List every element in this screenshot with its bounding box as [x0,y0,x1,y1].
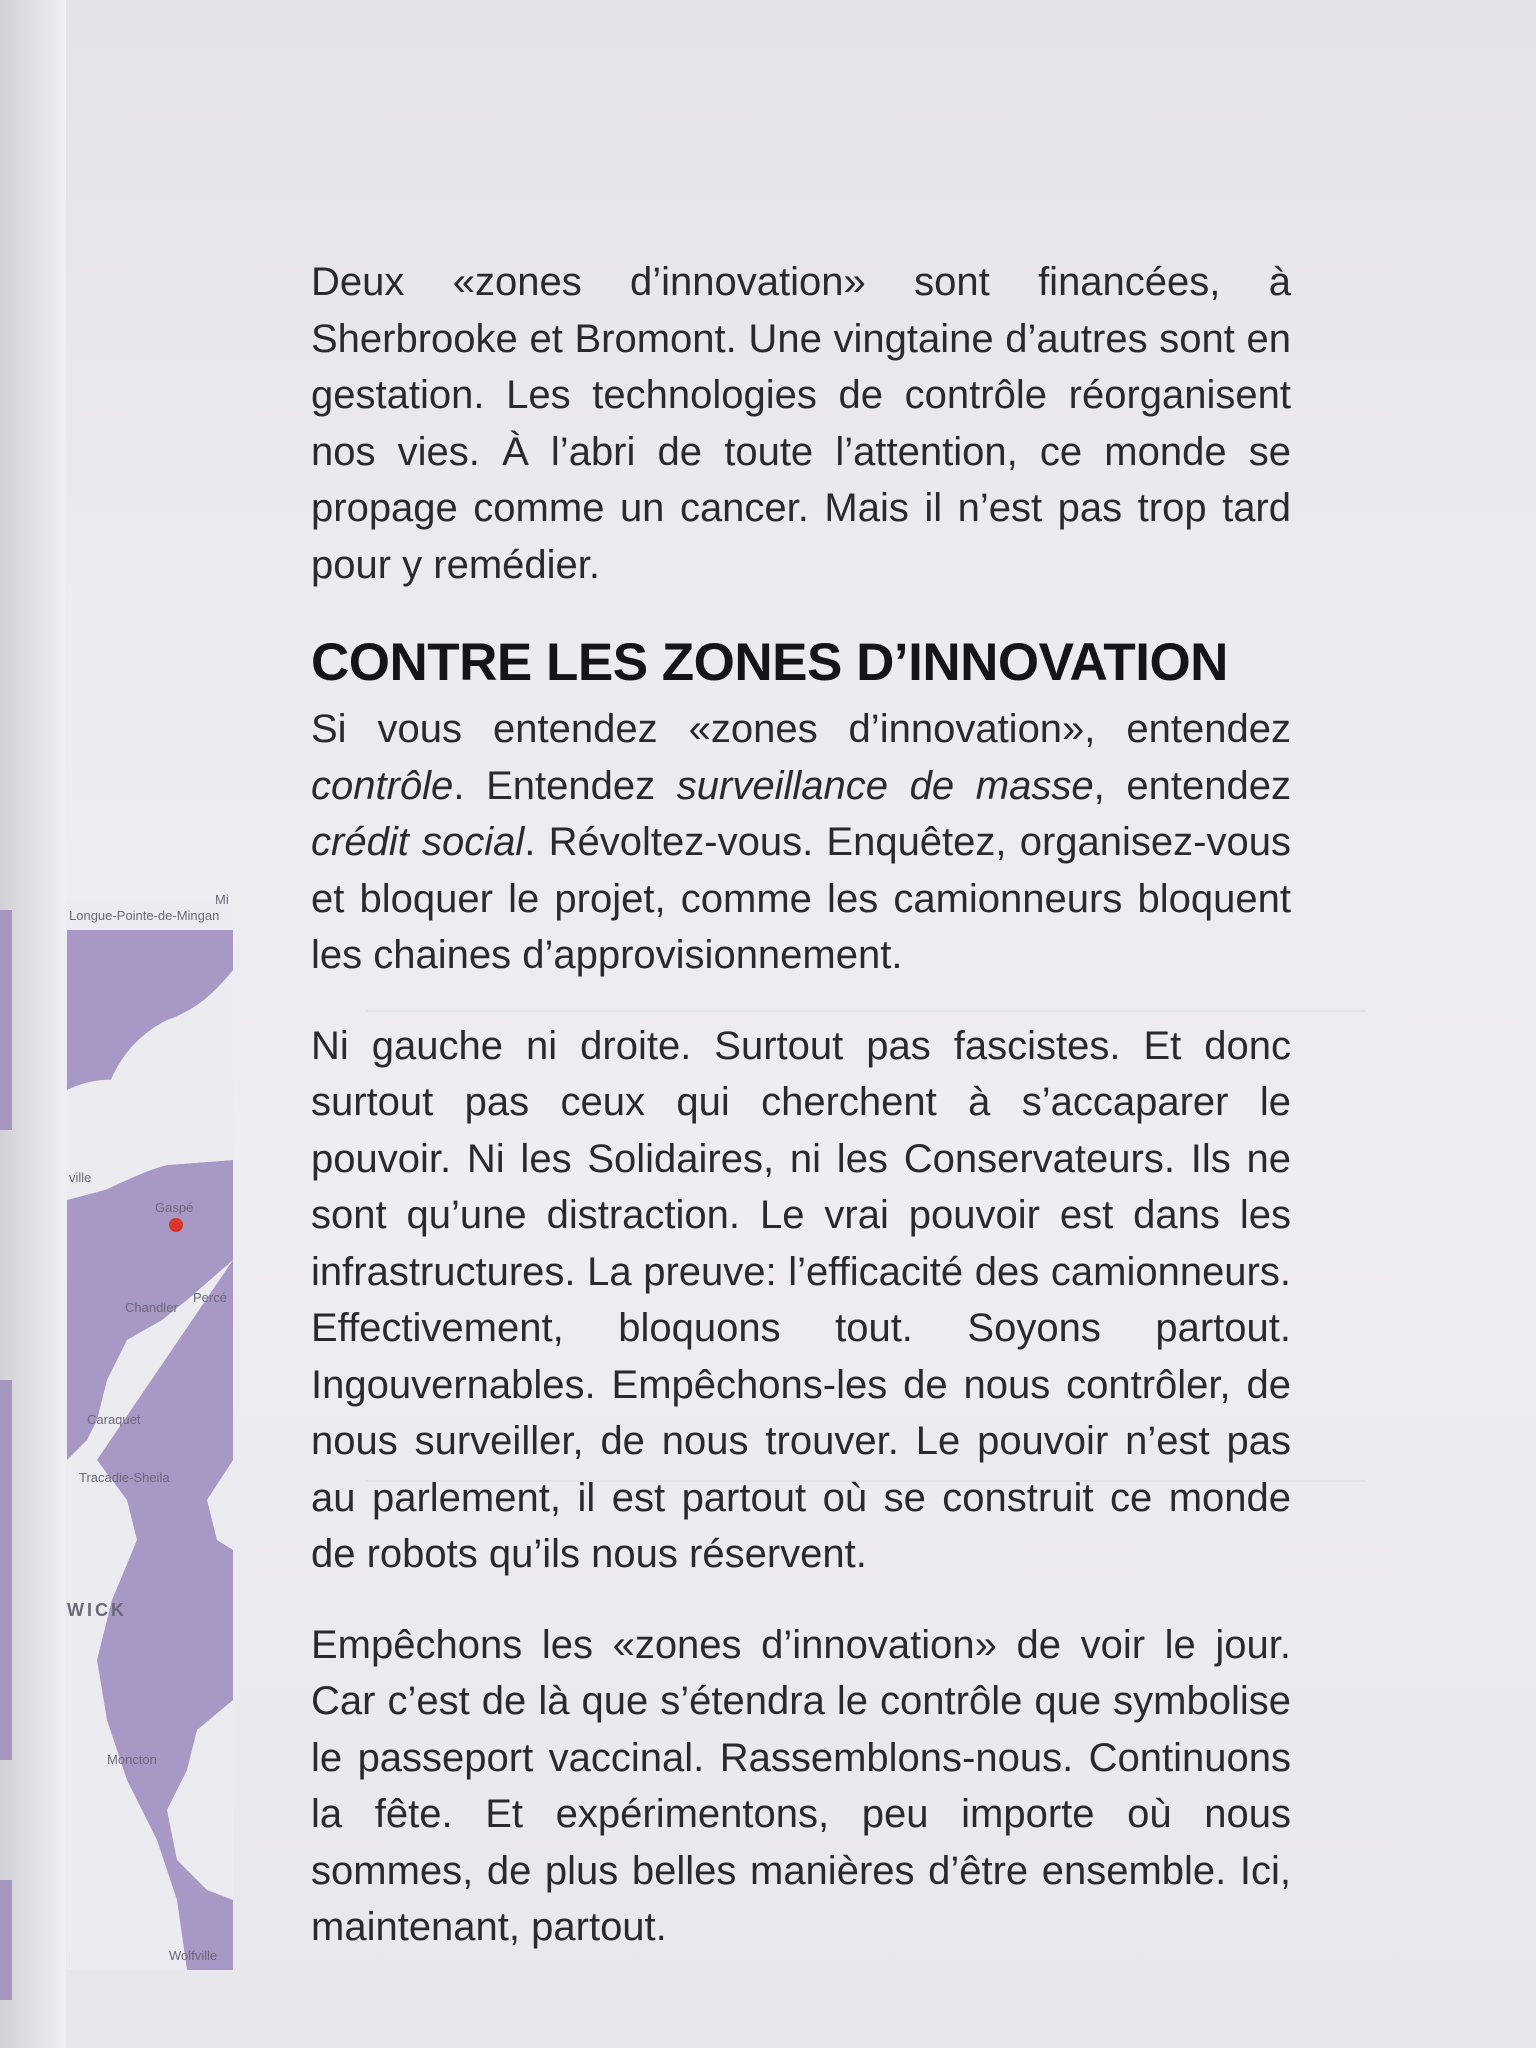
map-label-tracadie: Tracadie-Sheila [79,1470,170,1485]
map-label-gaspe: Gaspé [155,1200,194,1215]
paragraph-2: Ni gauche ni droite. Surtout pas fascistes. Et donc surtout pas ceux qui cherchent à s’accaparer le pouvoir. Ni les Solidaires, ni les Conservateurs. Ils ne sont qu’une distraction. Le vrai pouvoir est dans les infrastructures. La preuve: l’efficacité des camionneurs. Effectivement, bloquons tout. Soyons partout. Ingouvernables. Empêchons-les de nous contrôler, de nous surveiller, de nous trouver. Le pouvoir n’est pas au parlement, il est partout où se construit ce monde de robots qu’ils nous réservent. [311,1023,1291,1576]
paragraph-1-emphasis-surveillance: surveillance de masse [676,763,1094,808]
intro-paragraph: Deux «zones d’innovation» sont financées, à Sherbrooke et Bromont. Une vingtaine d’autres sont en gestation. Les technologies de contrôle réorganisent nos vies. À l’abri de toute l’attention, ce monde se propage comme un cancer. Mais il n’est pas trop tard pour y remédier. [311,260,1291,587]
paragraph-1-text: , entendez [1093,763,1291,808]
map-location-marker [169,1218,183,1232]
map-label-chandler: Chandler [125,1300,178,1315]
map-label-moncton: Moncton [107,1752,157,1767]
paragraph-1-emphasis-credit-social: crédit social [311,820,525,864]
map-label-ville: ville [69,1170,92,1185]
article-body [311,254,1291,1956]
paragraph-3: Empêchons les «zones d’innovation» de voir le jour. Car c’est de là que s’étendra le contrôle que symbolise le passeport vaccinal. Rassemblons-nous. Continuons la fête. Et expérimentons, peu importe où nous sommes, de plus belles manières d’être ensemble. Ici, maintenant, partout. [311,1622,1291,1949]
adjacent-page-edge [0,0,66,2048]
map-label-mi: Mi [215,892,229,907]
paragraph-1-text: Si vous entendez «zones d’innovation», entendez [311,707,1291,751]
adjacent-page-map-strip [0,1380,12,1760]
adjacent-page-map-strip [0,910,12,1130]
map-label-caraquet: Caraquet [87,1412,141,1427]
section-heading: CONTRE LES ZONES D’INNOVATION [311,633,1228,692]
adjacent-page-map-strip [0,1880,12,2000]
paragraph-1 [311,701,1291,984]
map-label-wolfville: Wolfville [169,1948,218,1963]
map-label-wick: WICK [67,1600,127,1620]
map-label-perce: Percé [193,1290,227,1305]
paragraph-1-text: . Entendez [453,763,677,808]
paragraph-1-text: . Révoltez-vous. Enquêtez, organisez-vous et bloquer le projet, comme les camionneurs bloquent les chaines d’approvisionnement. [311,820,1291,977]
paragraph-1-emphasis-controle: contrôle [311,763,454,808]
map-strip [67,892,233,1970]
map-label-mingan: Longue-Pointe-de-Mingan [69,908,220,923]
map-shapes [67,900,233,1970]
